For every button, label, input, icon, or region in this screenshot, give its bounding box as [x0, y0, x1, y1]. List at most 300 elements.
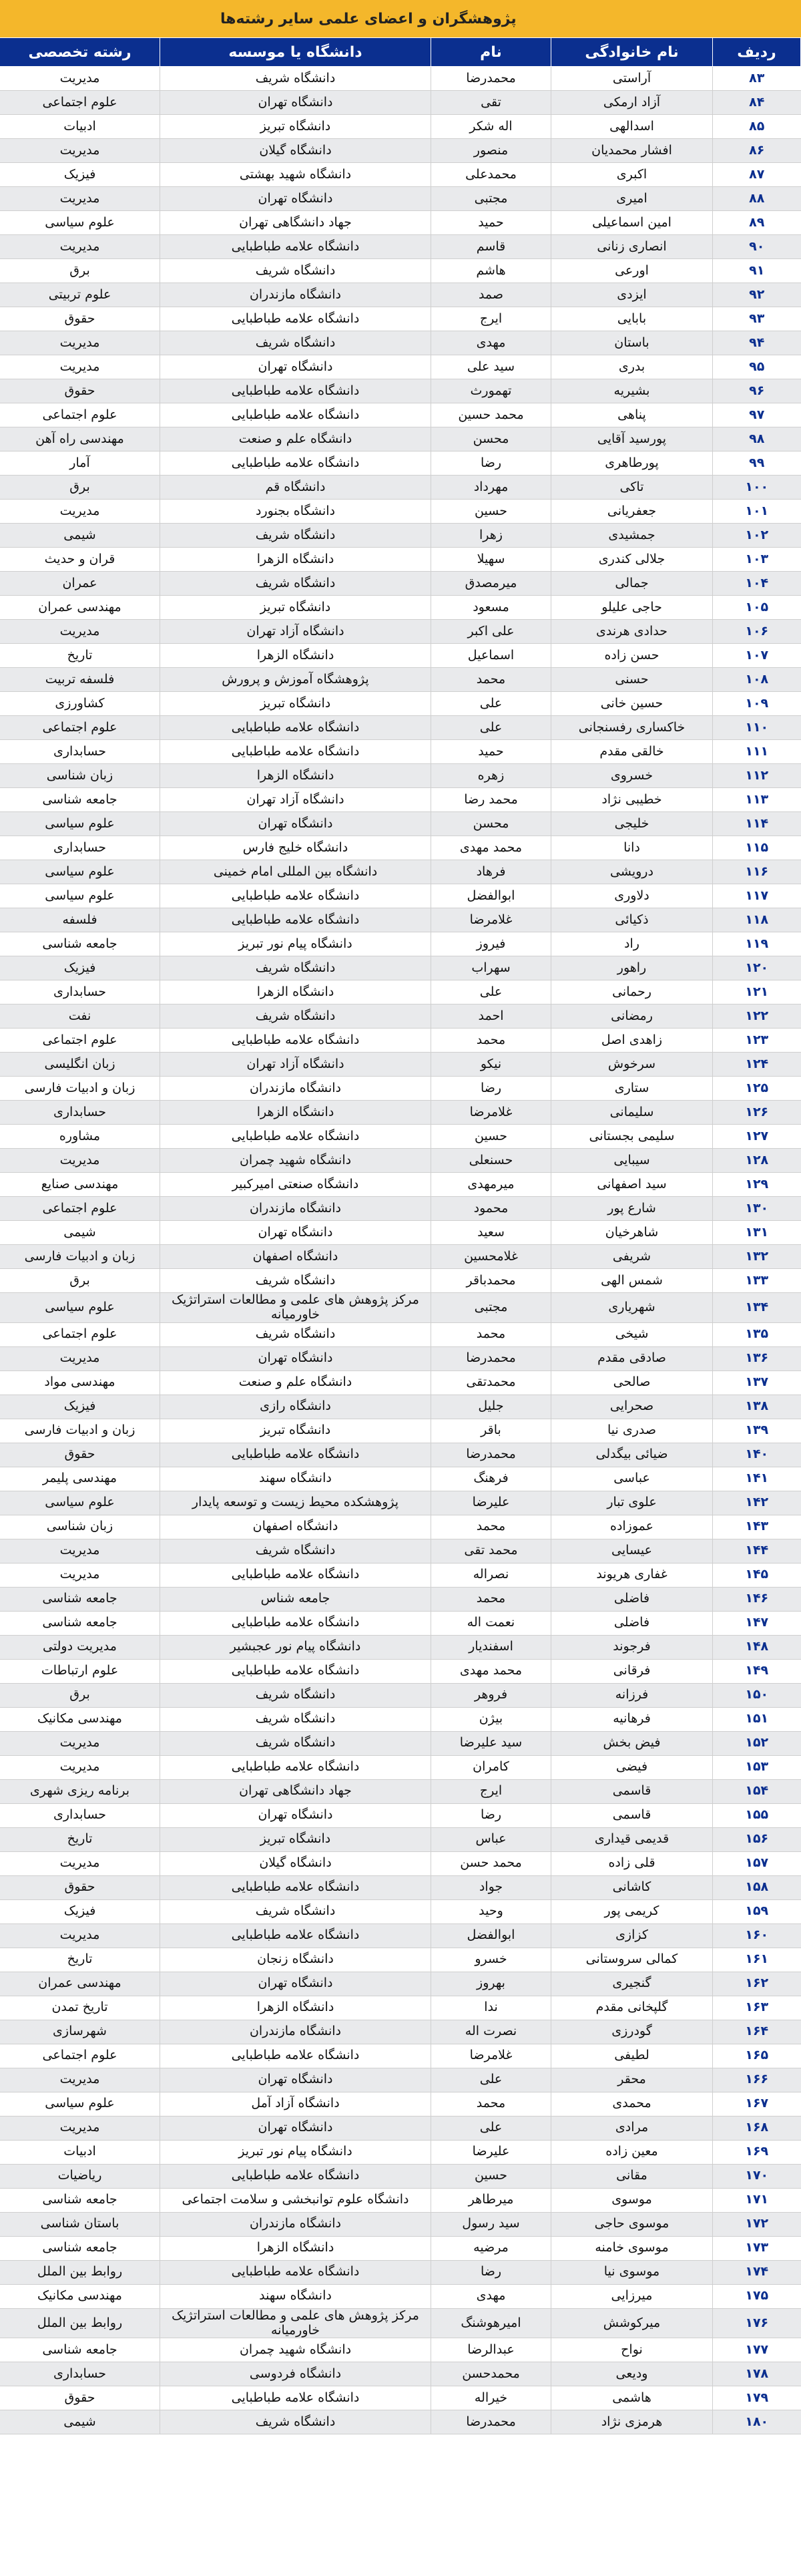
table-row: [0, 1683, 801, 1707]
cell-family-name: راد: [551, 932, 713, 956]
table-row: [0, 644, 801, 668]
cell-rank: ۸۷: [713, 163, 801, 187]
cell-first-name: سید علیرضا: [431, 1731, 551, 1755]
cell-family-name: اسدالهی: [551, 115, 713, 139]
cell-field: مدیریت: [0, 1563, 160, 1587]
cell-university: دانشگاه تهران: [160, 2068, 431, 2092]
cell-first-name: رضا: [431, 1077, 551, 1101]
cell-first-name: علی: [431, 692, 551, 716]
cell-university: دانشگاه پیام نور تبریز: [160, 932, 431, 956]
table-row: [0, 403, 801, 427]
cell-university: دانشگاه شریف: [160, 1322, 431, 1346]
cell-family-name: شهریاری: [551, 1293, 713, 1323]
cell-university: دانشگاه مازندران: [160, 1197, 431, 1221]
table-row: [0, 331, 801, 355]
cell-first-name: محمد: [431, 668, 551, 692]
cell-first-name: میرمهدی: [431, 1173, 551, 1197]
cell-first-name: علی: [431, 980, 551, 1004]
cell-university: دانشگاه بجنورد: [160, 500, 431, 524]
cell-field: علوم اجتماعی: [0, 2044, 160, 2068]
cell-family-name: محمدی: [551, 2092, 713, 2116]
cell-first-name: تهمورث: [431, 379, 551, 403]
cell-university: دانشگاه سهند: [160, 2284, 431, 2308]
table-row: [0, 2164, 801, 2188]
table-row: [0, 572, 801, 596]
cell-rank: ۱۶۴: [713, 2020, 801, 2044]
cell-rank: ۱۳۱: [713, 1221, 801, 1245]
cell-field: زبان شناسی: [0, 764, 160, 788]
cell-field: فیزیک: [0, 1899, 160, 1923]
table-row: [0, 235, 801, 259]
table-row: [0, 1563, 801, 1587]
cell-field: مدیریت: [0, 620, 160, 644]
cell-university: دانشگاه الزهرا: [160, 764, 431, 788]
cell-field: حسابداری: [0, 1101, 160, 1125]
cell-field: مدیریت دولتی: [0, 1635, 160, 1659]
cell-rank: ۱۳۶: [713, 1346, 801, 1370]
cell-university: دانشگاه علامه طباطبایی: [160, 1755, 431, 1779]
cell-first-name: حمید: [431, 740, 551, 764]
cell-university: دانشگاه تبریز: [160, 115, 431, 139]
cell-family-name: ستاری: [551, 1077, 713, 1101]
table-row: [0, 476, 801, 500]
table-row: [0, 1803, 801, 1827]
cell-first-name: محسن: [431, 812, 551, 836]
cell-rank: ۱۰۰: [713, 476, 801, 500]
cell-first-name: سید رسول: [431, 2212, 551, 2236]
cell-field: مدیریت: [0, 2116, 160, 2140]
table-row: [0, 2020, 801, 2044]
cell-family-name: صادقی مقدم: [551, 1346, 713, 1370]
table-row: [0, 1173, 801, 1197]
cell-family-name: فیض بخش: [551, 1731, 713, 1755]
cell-first-name: مجتبی: [431, 1293, 551, 1323]
cell-field: زبان و ادبیات فارسی: [0, 1419, 160, 1443]
cell-university: جهاد دانشگاهی تهران: [160, 211, 431, 235]
cell-family-name: دلاوری: [551, 884, 713, 908]
table-row: [0, 1491, 801, 1515]
cell-field: حقوق: [0, 379, 160, 403]
cell-university: دانشگاه آزاد آمل: [160, 2092, 431, 2116]
cell-university: دانشگاه علامه طباطبایی: [160, 716, 431, 740]
cell-family-name: کمالی سروستانی: [551, 1948, 713, 1972]
table-row: [0, 1948, 801, 1972]
cell-field: فلسفه تربیت: [0, 668, 160, 692]
table-row: [0, 1707, 801, 1731]
cell-university: دانشگاه علامه طباطبایی: [160, 451, 431, 476]
cell-field: مهندسی مکانیک: [0, 2284, 160, 2308]
cell-rank: ۹۲: [713, 283, 801, 307]
cell-rank: ۱۶۶: [713, 2068, 801, 2092]
cell-university: دانشگاه علامه طباطبایی: [160, 740, 431, 764]
cell-rank: ۱۵۲: [713, 1731, 801, 1755]
cell-university: دانشگاه علامه طباطبایی: [160, 884, 431, 908]
cell-rank: ۱۴۷: [713, 1611, 801, 1635]
cell-rank: ۱۷۰: [713, 2164, 801, 2188]
cell-family-name: زاهدی اصل: [551, 1029, 713, 1053]
cell-university: دانشگاه مازندران: [160, 2020, 431, 2044]
cell-rank: ۱۱۶: [713, 860, 801, 884]
cell-family-name: فاضلی: [551, 1611, 713, 1635]
cell-family-name: سیبایی: [551, 1149, 713, 1173]
cell-field: علوم سیاسی: [0, 812, 160, 836]
table-row: [0, 716, 801, 740]
cell-family-name: اورعی: [551, 259, 713, 283]
cell-field: مدیریت: [0, 1731, 160, 1755]
cell-first-name: محمدرضا: [431, 67, 551, 91]
cell-family-name: جمالی: [551, 572, 713, 596]
cell-field: شیمی: [0, 2410, 160, 2434]
cell-first-name: بیژن: [431, 1707, 551, 1731]
cell-university: دانشگاه شریف: [160, 259, 431, 283]
cell-family-name: گلپخانی مقدم: [551, 1996, 713, 2020]
cell-field: جامعه شناسی: [0, 1611, 160, 1635]
cell-first-name: باقر: [431, 1419, 551, 1443]
cell-rank: ۱۷۶: [713, 2308, 801, 2338]
cell-field: جامعه شناسی: [0, 2188, 160, 2212]
cell-field: علوم ارتباطات: [0, 1659, 160, 1683]
cell-rank: ۱۷۷: [713, 2338, 801, 2362]
cell-family-name: سلیمانی: [551, 1101, 713, 1125]
cell-university: دانشگاه شهید چمران: [160, 1149, 431, 1173]
cell-first-name: احمد: [431, 1004, 551, 1029]
cell-rank: ۱۰۸: [713, 668, 801, 692]
cell-rank: ۱۴۹: [713, 1659, 801, 1683]
cell-rank: ۱۷۹: [713, 2386, 801, 2410]
cell-university: دانشگاه پیام نور تبریز: [160, 2140, 431, 2164]
table-row: [0, 1370, 801, 1395]
cell-field: مدیریت: [0, 2068, 160, 2092]
cell-rank: ۱۵۶: [713, 1827, 801, 1851]
cell-rank: ۱۰۳: [713, 548, 801, 572]
cell-university: دانشگاه الزهرا: [160, 1101, 431, 1125]
cell-rank: ۸۵: [713, 115, 801, 139]
cell-field: مدیریت: [0, 1346, 160, 1370]
cell-university: دانشگاه رازی: [160, 1395, 431, 1419]
table-title-bar: [0, 0, 801, 37]
cell-rank: ۱۳۷: [713, 1370, 801, 1395]
table-row: [0, 379, 801, 403]
table-row: [0, 2236, 801, 2260]
table-row: [0, 1197, 801, 1221]
cell-university: دانشگاه تهران: [160, 812, 431, 836]
cell-rank: ۹۵: [713, 355, 801, 379]
cell-first-name: محمد: [431, 1029, 551, 1053]
table-row: [0, 1419, 801, 1443]
cell-field: فیزیک: [0, 1395, 160, 1419]
cell-family-name: رمضانی: [551, 1004, 713, 1029]
cell-field: مهندسی صنایع: [0, 1173, 160, 1197]
cell-first-name: محمد حسین: [431, 403, 551, 427]
cell-university: دانشگاه آزاد تهران: [160, 620, 431, 644]
cell-rank: ۸۸: [713, 187, 801, 211]
cell-rank: ۱۱۹: [713, 932, 801, 956]
cell-field: مدیریت: [0, 1851, 160, 1875]
cell-first-name: مرضیه: [431, 2236, 551, 2260]
cell-first-name: محمدحسن: [431, 2362, 551, 2386]
cell-field: مدیریت: [0, 67, 160, 91]
cell-family-name: صدری نیا: [551, 1419, 713, 1443]
cell-family-name: قدیمی قیداری: [551, 1827, 713, 1851]
cell-first-name: قاسم: [431, 235, 551, 259]
cell-field: شیمی: [0, 1221, 160, 1245]
cell-first-name: حسین: [431, 2164, 551, 2188]
cell-field: برق: [0, 259, 160, 283]
table-row: [0, 91, 801, 115]
cell-field: شهرسازی: [0, 2020, 160, 2044]
cell-family-name: موسوی خامنه: [551, 2236, 713, 2260]
cell-first-name: عبدالرضا: [431, 2338, 551, 2362]
table-row: [0, 764, 801, 788]
table-row: [0, 788, 801, 812]
table-row: [0, 427, 801, 451]
cell-family-name: میرکوشش: [551, 2308, 713, 2338]
cell-first-name: محمد تقی: [431, 1539, 551, 1563]
table-row: [0, 1539, 801, 1563]
cell-university: دانشگاه تهران: [160, 1803, 431, 1827]
cell-first-name: علیرضا: [431, 1491, 551, 1515]
cell-university: دانشگاه شریف: [160, 1683, 431, 1707]
table-row: [0, 1322, 801, 1346]
table-row: [0, 2092, 801, 2116]
table-title: پژوهشگران و اعضای علمی سایر رشته‌ها: [220, 10, 517, 27]
cell-university: دانشگاه علامه طباطبایی: [160, 403, 431, 427]
cell-rank: ۱۳۰: [713, 1197, 801, 1221]
cell-family-name: خسروی: [551, 764, 713, 788]
cell-first-name: ابوالفضل: [431, 884, 551, 908]
cell-first-name: اسماعیل: [431, 644, 551, 668]
cell-family-name: فرجوند: [551, 1635, 713, 1659]
cell-family-name: سرخوش: [551, 1053, 713, 1077]
cell-rank: ۱۰۹: [713, 692, 801, 716]
cell-first-name: غلامحسین: [431, 1245, 551, 1269]
cell-field: برق: [0, 1683, 160, 1707]
cell-first-name: غلامرضا: [431, 1101, 551, 1125]
cell-family-name: هرمزی نژاد: [551, 2410, 713, 2434]
table-row: [0, 1467, 801, 1491]
cell-university: دانشگاه تبریز: [160, 596, 431, 620]
cell-university: مرکز پژوهش های علمی و مطالعات استراتژیک خاورمیانه: [160, 1293, 431, 1323]
cell-field: حقوق: [0, 1443, 160, 1467]
cell-university: دانشگاه علم و صنعت: [160, 427, 431, 451]
header-rank: ردیف: [713, 38, 801, 67]
cell-family-name: اکبری: [551, 163, 713, 187]
cell-rank: ۱۲۱: [713, 980, 801, 1004]
table-row: [0, 2044, 801, 2068]
cell-first-name: مجتبی: [431, 187, 551, 211]
cell-first-name: محمدرضا: [431, 2410, 551, 2434]
cell-rank: ۹۷: [713, 403, 801, 427]
cell-field: مهندسی راه آهن: [0, 427, 160, 451]
table-row: [0, 2188, 801, 2212]
table-row: [0, 2308, 801, 2338]
cell-university: دانشگاه الزهرا: [160, 1996, 431, 2020]
cell-first-name: فرهاد: [431, 860, 551, 884]
cell-rank: ۱۰۵: [713, 596, 801, 620]
cell-family-name: شریفی: [551, 1245, 713, 1269]
cell-rank: ۱۱۰: [713, 716, 801, 740]
table-row: [0, 2362, 801, 2386]
cell-university: دانشگاه اصفهان: [160, 1515, 431, 1539]
cell-rank: ۱۰۶: [713, 620, 801, 644]
table-row: [0, 1125, 801, 1149]
cell-field: نفت: [0, 1004, 160, 1029]
cell-field: علوم سیاسی: [0, 860, 160, 884]
cell-family-name: گنجیری: [551, 1972, 713, 1996]
cell-field: علوم سیاسی: [0, 211, 160, 235]
cell-university: دانشگاه علامه طباطبایی: [160, 1611, 431, 1635]
cell-university: دانشگاه آزاد تهران: [160, 1053, 431, 1077]
cell-field: مدیریت: [0, 1539, 160, 1563]
table-row: [0, 1731, 801, 1755]
table-row: [0, 1779, 801, 1803]
cell-family-name: جعفریانی: [551, 500, 713, 524]
cell-university: دانشگاه علوم توانبخشی و سلامت اجتماعی: [160, 2188, 431, 2212]
cell-rank: ۱۶۵: [713, 2044, 801, 2068]
cell-university: دانشگاه پیام نور عجبشیر: [160, 1635, 431, 1659]
cell-university: دانشگاه زنجان: [160, 1948, 431, 1972]
cell-field: قران و حدیث: [0, 548, 160, 572]
cell-family-name: فرزانه: [551, 1683, 713, 1707]
cell-field: روابط بین الملل: [0, 2260, 160, 2284]
cell-field: مشاوره: [0, 1125, 160, 1149]
table-row: [0, 2386, 801, 2410]
cell-rank: ۱۵۷: [713, 1851, 801, 1875]
cell-first-name: علی: [431, 2068, 551, 2092]
cell-field: برق: [0, 1269, 160, 1293]
table-row: [0, 932, 801, 956]
table-row: [0, 1899, 801, 1923]
cell-university: دانشگاه تبریز: [160, 1419, 431, 1443]
cell-family-name: حسن زاده: [551, 644, 713, 668]
cell-field: حسابداری: [0, 1803, 160, 1827]
cell-university: دانشگاه علامه طباطبایی: [160, 1659, 431, 1683]
cell-rank: ۱۰۱: [713, 500, 801, 524]
cell-university: مرکز پژوهش های علمی و مطالعات استراتژیک خاورمیانه: [160, 2308, 431, 2338]
table-body: [0, 67, 801, 2434]
cell-first-name: نصرت اله: [431, 2020, 551, 2044]
cell-first-name: جلیل: [431, 1395, 551, 1419]
cell-rank: ۱۰۴: [713, 572, 801, 596]
cell-field: جامعه شناسی: [0, 2338, 160, 2362]
cell-family-name: عموزاده: [551, 1515, 713, 1539]
cell-university: دانشگاه تبریز: [160, 1827, 431, 1851]
cell-field: مدیریت: [0, 1149, 160, 1173]
cell-first-name: ایرج: [431, 1779, 551, 1803]
table-row: [0, 355, 801, 379]
researchers-table: [0, 37, 801, 2434]
table-row: [0, 1875, 801, 1899]
table-row: [0, 67, 801, 91]
cell-rank: ۱۲۴: [713, 1053, 801, 1077]
cell-first-name: ندا: [431, 1996, 551, 2020]
cell-university: دانشگاه مازندران: [160, 283, 431, 307]
cell-family-name: ایزدی: [551, 283, 713, 307]
header-university: دانشگاه یا موسسه: [160, 38, 431, 67]
table-row: [0, 1515, 801, 1539]
cell-field: علوم سیاسی: [0, 1293, 160, 1323]
table-row: [0, 139, 801, 163]
cell-family-name: خلیجی: [551, 812, 713, 836]
table-row: [0, 115, 801, 139]
cell-university: دانشگاه گیلان: [160, 139, 431, 163]
cell-university: دانشگاه بین المللی امام خمینی: [160, 860, 431, 884]
cell-family-name: جلالی کندری: [551, 548, 713, 572]
cell-university: دانشگاه الزهرا: [160, 548, 431, 572]
cell-rank: ۸۳: [713, 67, 801, 91]
cell-family-name: سید اصفهانی: [551, 1173, 713, 1197]
cell-university: دانشگاه تهران: [160, 2116, 431, 2140]
cell-first-name: حسین: [431, 500, 551, 524]
cell-field: کشاورزی: [0, 692, 160, 716]
cell-rank: ۱۴۱: [713, 1467, 801, 1491]
cell-university: دانشگاه علامه طباطبایی: [160, 2044, 431, 2068]
cell-first-name: علی اکبر: [431, 620, 551, 644]
cell-rank: ۱۳۴: [713, 1293, 801, 1323]
table-row: [0, 283, 801, 307]
table-row: [0, 1851, 801, 1875]
cell-university: دانشگاه شهید بهشتی: [160, 163, 431, 187]
cell-first-name: علی: [431, 2116, 551, 2140]
cell-family-name: بشیریه: [551, 379, 713, 403]
cell-rank: ۹۳: [713, 307, 801, 331]
cell-family-name: عیسایی: [551, 1539, 713, 1563]
cell-family-name: آراستی: [551, 67, 713, 91]
cell-first-name: مسعود: [431, 596, 551, 620]
cell-rank: ۱۱۸: [713, 908, 801, 932]
table-row: [0, 2140, 801, 2164]
cell-first-name: فروهر: [431, 1683, 551, 1707]
cell-family-name: نواح: [551, 2338, 713, 2362]
cell-university: دانشگاه شریف: [160, 1899, 431, 1923]
cell-rank: ۱۵۱: [713, 1707, 801, 1731]
cell-rank: ۱۵۹: [713, 1899, 801, 1923]
table-row: [0, 1923, 801, 1948]
cell-first-name: مهرداد: [431, 476, 551, 500]
cell-first-name: میرطاهر: [431, 2188, 551, 2212]
cell-rank: ۱۶۰: [713, 1923, 801, 1948]
cell-rank: ۱۳۹: [713, 1419, 801, 1443]
cell-rank: ۱۲۵: [713, 1077, 801, 1101]
cell-family-name: موسوی حاجی: [551, 2212, 713, 2236]
cell-first-name: بهروز: [431, 1972, 551, 1996]
cell-rank: ۱۵۵: [713, 1803, 801, 1827]
cell-first-name: خسرو: [431, 1948, 551, 1972]
cell-university: دانشگاه علامه طباطبایی: [160, 2164, 431, 2188]
cell-family-name: فیضی: [551, 1755, 713, 1779]
cell-university: دانشگاه تهران: [160, 91, 431, 115]
cell-field: زبان و ادبیات فارسی: [0, 1077, 160, 1101]
cell-rank: ۱۲۸: [713, 1149, 801, 1173]
table-row: [0, 2212, 801, 2236]
cell-university: دانشگاه شریف: [160, 1707, 431, 1731]
cell-university: دانشگاه تهران: [160, 187, 431, 211]
cell-field: علوم سیاسی: [0, 1491, 160, 1515]
cell-first-name: رضا: [431, 2260, 551, 2284]
table-row: [0, 1395, 801, 1419]
cell-family-name: فرقانی: [551, 1659, 713, 1683]
cell-family-name: باستان: [551, 331, 713, 355]
cell-rank: ۱۳۳: [713, 1269, 801, 1293]
table-row: [0, 668, 801, 692]
table-row: [0, 740, 801, 764]
cell-first-name: محمد: [431, 1322, 551, 1346]
cell-field: علوم اجتماعی: [0, 716, 160, 740]
cell-family-name: بابایی: [551, 307, 713, 331]
table-row: [0, 596, 801, 620]
cell-first-name: تقی: [431, 91, 551, 115]
cell-rank: ۱۱۴: [713, 812, 801, 836]
